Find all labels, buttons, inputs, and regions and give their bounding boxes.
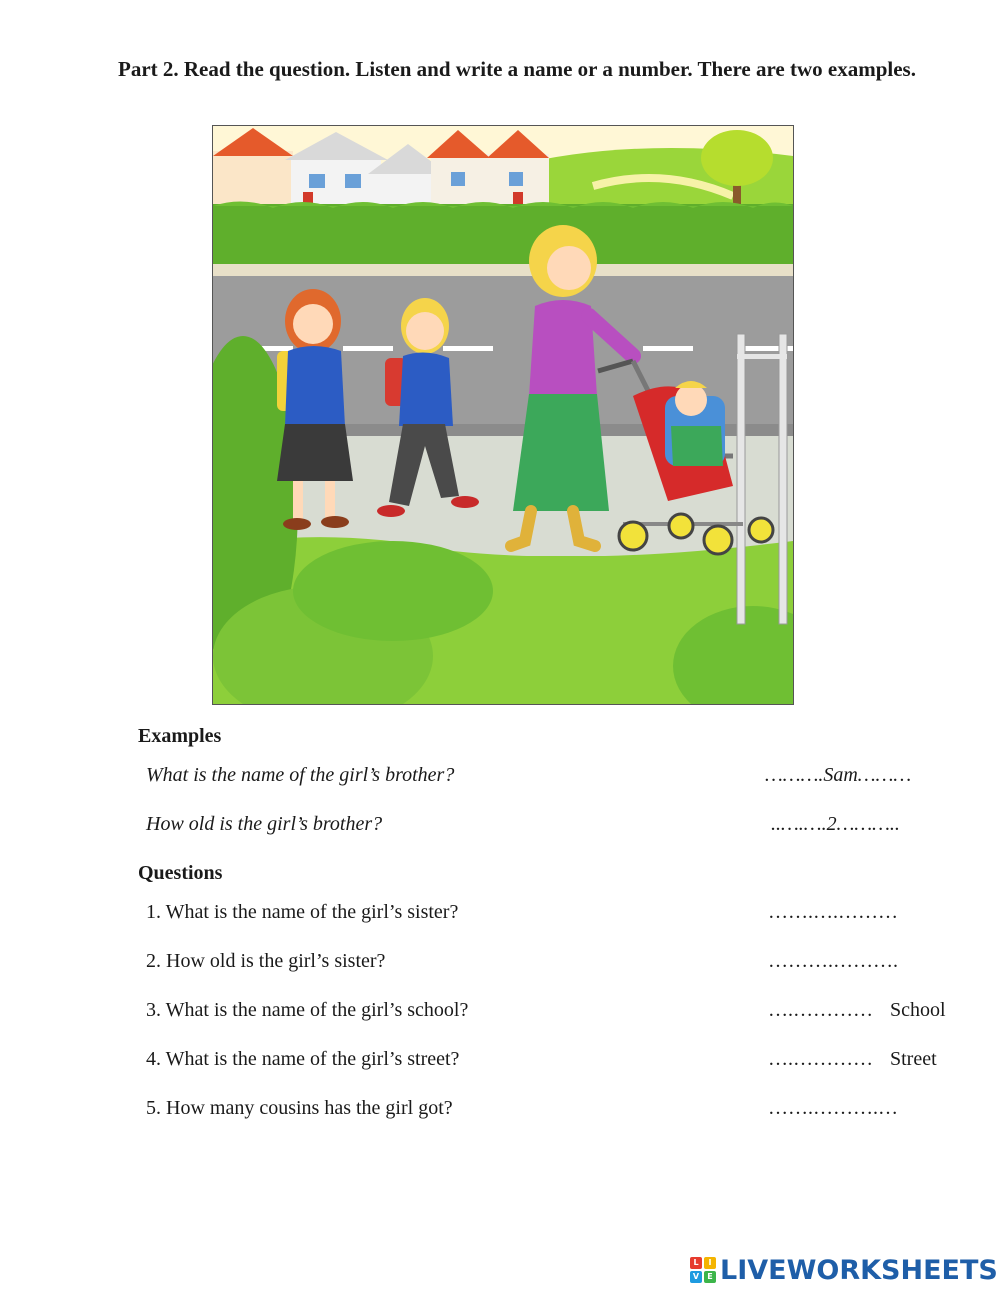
answer-field[interactable]: …….….………	[768, 901, 898, 923]
examples-heading: Examples	[138, 725, 222, 747]
questions-heading: Questions	[138, 862, 223, 884]
logo-blocks-icon	[690, 1257, 716, 1283]
example-answer: ..….….2………..	[771, 813, 900, 835]
logo-block-e: E	[704, 1271, 716, 1283]
question-text: 2. How old is the girl’s sister?	[146, 950, 386, 972]
logo-text: LIVEWORKSHEETS	[720, 1254, 998, 1286]
question-row	[0, 1048, 1000, 1078]
question-row	[0, 901, 1000, 931]
example-question: How old is the girl’s brother?	[146, 813, 383, 835]
question-text: 3. What is the name of the girl’s school?	[146, 999, 469, 1021]
logo-block-l: L	[690, 1257, 702, 1269]
answer-suffix: Street	[890, 1048, 937, 1070]
question-row	[0, 1097, 1000, 1127]
question-row	[0, 999, 1000, 1029]
example-row	[0, 813, 1000, 843]
answer-field[interactable]: ….…………	[768, 1048, 873, 1070]
question-text: 4. What is the name of the girl’s street?	[146, 1048, 460, 1070]
logo-block-v: V	[690, 1271, 702, 1283]
answer-field[interactable]: ….…………	[768, 999, 873, 1021]
example-answer: ……….Sam………	[765, 764, 912, 786]
page-title: Part 2. Read the question. Listen and write a name or a number. There are two examples.	[118, 57, 916, 81]
liveworksheets-logo	[690, 1255, 998, 1285]
answer-field[interactable]: …….……….…	[768, 1097, 898, 1119]
logo-block-i: I	[704, 1257, 716, 1269]
example-row	[0, 764, 1000, 794]
answer-field[interactable]: ……….……….	[768, 950, 898, 972]
example-question: What is the name of the girl’s brother?	[146, 764, 455, 786]
family-walking-illustration	[212, 125, 794, 705]
question-row	[0, 950, 1000, 980]
answer-suffix: School	[890, 999, 946, 1021]
question-text: 1. What is the name of the girl’s sister?	[146, 901, 459, 923]
question-text: 5. How many cousins has the girl got?	[146, 1097, 453, 1119]
